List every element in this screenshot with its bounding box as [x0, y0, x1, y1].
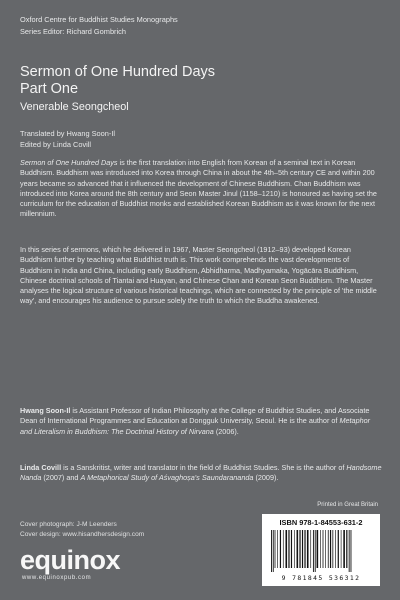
- book-author: Venerable Seongcheol: [20, 101, 129, 113]
- bio-covill-mid: (2007) and: [41, 473, 81, 483]
- bio-covill-text: is a Sanskritist, writer and translator in the field of Buddhist Studies. She is the author of: [61, 463, 347, 472]
- bio-hwang: [20, 406, 383, 437]
- cover-design-credit: Cover design: www.hisandhersdesign.com: [20, 531, 145, 538]
- translation-credits: [20, 128, 115, 150]
- cover-credits: [20, 520, 144, 540]
- bio-hwang-name: Hwang Soon-Il: [20, 406, 71, 415]
- bio-hwang-text: is Assistant Professor of Indian Philosophy at the College of Buddhist Studies, and Associate Dean of International Programmes and Education at Dongguk University, Seoul. He is the author of: [20, 406, 370, 426]
- series-editor: Series Editor: Richard Gombrich: [20, 27, 126, 36]
- series-name: Oxford Centre for Buddhist Studies Monographs: [20, 15, 178, 24]
- title-block: [20, 64, 215, 114]
- bio-covill-book2: A Metaphorical Study of Aśvaghoṣa's Saundarananda: [80, 473, 254, 483]
- publisher-name: equinox: [20, 545, 121, 575]
- translator: Translated by Hwang Soon-Il: [20, 129, 116, 138]
- bio-covill-book1: Handsome Nanda: [20, 463, 382, 483]
- bio-hwang-end: (2006).: [213, 426, 239, 436]
- printed-in: Printed in Great Britain: [317, 502, 378, 508]
- barcode-box: [262, 514, 380, 586]
- series-info: [20, 14, 178, 38]
- publisher-url: www.equinoxpub.com: [22, 575, 92, 581]
- description-paragraph-2: In this series of sermons, which he delivered in 1967, Master Seongcheol (1912–93) developed Korean Buddhism further by teaching what Buddhist truth is. This work comprehends the vast developments of Buddhism in India and China, including early Buddhism, Abhidharma, Madhyamaka, Yogācāra Buddhism, Chinese doctrinal schools of Tiantai and Huayan, and Chinese Chan and Korean Seon Buddhism. The Master analyses the logical structure of various historical teachings, which are connected by the principle of 'the middle way', and encourages his audience to pursue solely the truth to which the Buddha awakened.: [20, 245, 377, 306]
- bio-covill: [20, 463, 383, 484]
- bio-hwang-book: Metaphor and Literalism in Buddhism: The Doctrinal History of Nirvana: [20, 416, 371, 436]
- barcode-icon: [270, 530, 372, 572]
- book-title-line1: Sermon of One Hundred Days: [20, 64, 216, 80]
- bio-covill-end: (2009).: [253, 473, 279, 483]
- editor: Edited by Linda Covill: [20, 140, 92, 149]
- isbn-label: ISBN 978-1-84553-631-2: [279, 518, 363, 527]
- bio-covill-name: Linda Covill: [20, 463, 62, 472]
- book-title-line2: Part One: [20, 81, 79, 97]
- description-body: is the first translation into English from Korean of a seminal text in Korean Buddhism. Buddhism was introduced into Korea through China in about the 4th–5th century CE and within 200 years became so advanced that it influenced the development of Chinese Buddhism. Chan Buddhism was introduced into Korea around the 8th century and Seon Master Jinul (1158–1210) is honoured as having set the curriculum for the education of Buddhist monks and established Korean Buddhism as it was known for the next millennium.: [20, 158, 377, 219]
- barcode-digits: 9 781845 536312: [281, 574, 361, 582]
- description-paragraph-1: [20, 158, 383, 220]
- description-title: Sermon of One Hundred Days: [20, 158, 118, 167]
- cover-photo-credit: Cover photograph: J-M Leenders: [20, 521, 117, 528]
- publisher-logo: [20, 546, 120, 581]
